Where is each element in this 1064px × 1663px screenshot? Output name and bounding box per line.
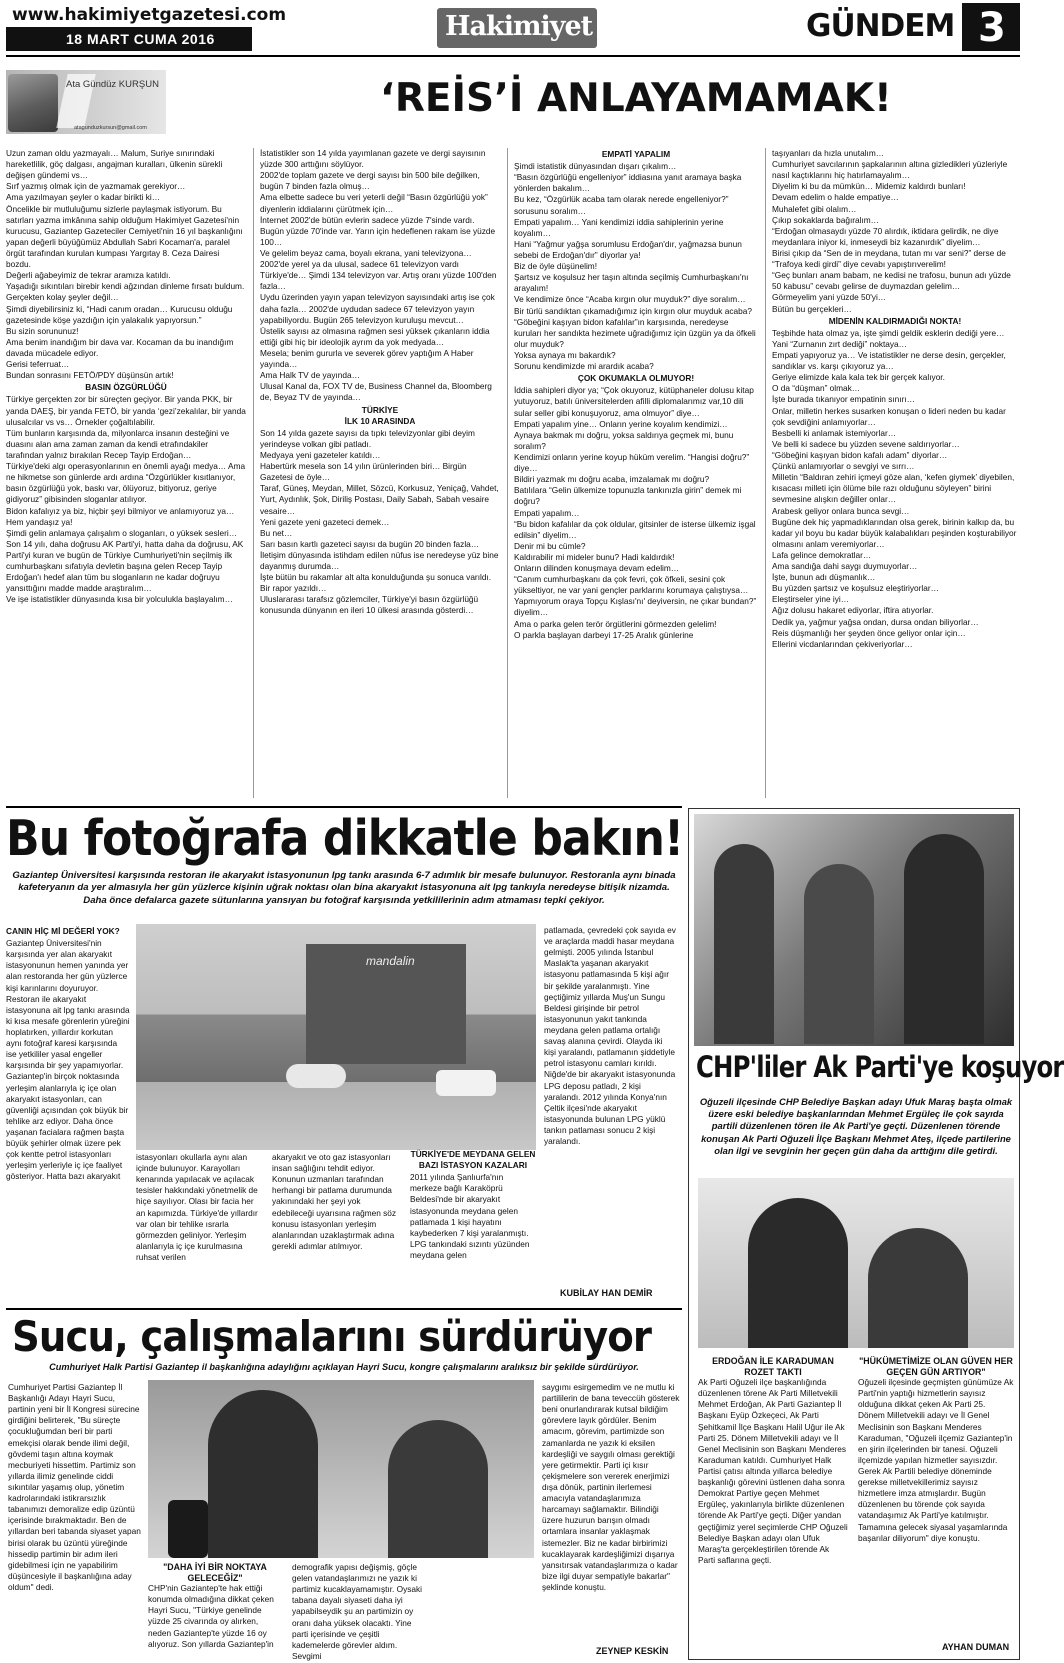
column-divider bbox=[765, 148, 766, 798]
paragraph: İşte burada tıkanıyor empatinin sınırı… bbox=[772, 394, 915, 405]
paragraph: saygımı esirgemedim ve ne mutlu ki partililerin de bana teveccüh gösterek beni onurlandırarak kutsal bildiğim görevlere layık gördüler. Benim amacım, görevim, partimizde son zamanlarda ne yazık ki eksilen kardeşliği ve saygılı olması gerektiği yere getirmektir. Parti içi kısır çekişmelere son vererek enerjimizi dışa dönük, partinin ilerlemesi amacıyla vatandaşlarımıza harcamayı sağlamaktır. Bilindiği üzere huzurun barışın olmadı ortamlara insanlar yaklaşmak istemezler. Biz ne kadar birbirimizi kucaklayarak kardeşliğimizi dışarıya yansıtırsak vatandaşlarımıza o kadar bize ilgi duyar sempatiyle bakarlar" şeklinde konuştu. bbox=[542, 1382, 680, 1592]
paragraph: Mesela; benim gururla ve severek görev yaptığım A Haber yayında… bbox=[260, 347, 474, 370]
paragraph: Birisi çıkıp da “Sen de in meydana, tutan mı var seni?” derse de “Trafoya kedi girdi” diye cevabı yapıştırıverelim! bbox=[772, 247, 1006, 270]
paragraph: Bu sizin sorununuz! bbox=[6, 325, 79, 336]
lpg-tank bbox=[286, 1064, 346, 1088]
paragraph: taşıyanları da hızla unutalım… bbox=[772, 148, 885, 158]
article-column-1 bbox=[6, 148, 246, 798]
car bbox=[436, 1070, 496, 1096]
subheading: CANIN HİÇ Mİ DEĞERİ YOK? bbox=[6, 926, 120, 936]
subheading: TÜRKİYE İLK 10 ARASINDA bbox=[344, 404, 416, 426]
politicians-photo bbox=[698, 1178, 1014, 1348]
paragraph: Uluslararası tarafsız gözlemciler, Türkiye'yi basın özgürlüğü konusunda dünyanın en ileri 10 ülkesi arasında gösterdi… bbox=[260, 594, 479, 616]
paragraph: Batılılara “Gelin ülkemize topunuzla tankınızla girin” demek mi doğru? bbox=[514, 485, 742, 507]
paragraph: İddia sahipleri diyor ya; “Çok okuyoruz, kütüphaneler dolusu kitap yutuyoruz, batılı üniversitelerden afilli diplomalarımız var,10 dili sular seller gibi konuşuyoruz, ama olmuyor” diye… bbox=[514, 385, 754, 418]
paragraph: Denir mi bu cümle? bbox=[514, 540, 586, 551]
paragraph: akaryakıt ve oto gaz istasyonları insan sağlığını tehdit ediyor. Konunun uzmanları tarafından herhangi bir patlama durumunda yakınındaki her şeyi yok edebileceği uyarısına rağmen söz konusu istasyonları yerleşim alanlarından uzaklaştırmak adına gerekli adımlar atılmıyor. bbox=[272, 1152, 397, 1251]
paragraph: Muhalefet gibi olalım… bbox=[772, 203, 857, 214]
paragraph: Ama o parka gelen terör örgütlerini görmezden gelelim! bbox=[514, 618, 717, 629]
paragraph: Aynaya bakmak mı doğru, yoksa saldırıya geçmek mi, bunu soralım? bbox=[514, 429, 734, 451]
article-column-3 bbox=[272, 1152, 398, 1302]
paragraph: Yoksa aynaya mı bakardık? bbox=[514, 349, 616, 360]
column-divider bbox=[253, 148, 254, 798]
article-column-4 bbox=[410, 1148, 536, 1306]
paragraph: Son 14 yılda gazete sayısı da tıpkı televizyonlar gibi deyim yerindeyse volkan gibi patladı. bbox=[260, 427, 475, 449]
microphone bbox=[168, 1500, 208, 1558]
paragraph: Şimdi istatistik dünyasından dışarı çıkalım… bbox=[514, 161, 677, 172]
issue-date: 18 MART CUMA 2016 bbox=[66, 31, 215, 47]
ceremony-photo bbox=[694, 814, 1014, 1046]
paragraph: Onların dilinden konuşmaya devam edelim… bbox=[514, 563, 680, 574]
subheading: MİDENİN KALDIRMADIĞI NOKTA! bbox=[828, 315, 962, 326]
paragraph: Türkiye'deki algı operasyonlarının en önemli ayağı medya… Ama ne hikmetse son günlerde ardı ardına “Özgürlükler kısıtlanıyor, basın özgürlüğü yok, baskı var, ölüyoruz, bitiyoruz, geriye gidiyoruz” gibisinden sloganlar atılıyor. bbox=[6, 461, 246, 505]
paragraph: Şartsız ve koşulsuz her taşın altında seçilmiş Cumhurbaşkanı'nı arayalım! bbox=[514, 272, 749, 294]
paragraph: Şimdi gelin anlamaya çalışalım o sloganları, o yüksek sesleri… bbox=[6, 527, 238, 538]
website-url[interactable]: www.hakimiyetgazetesi.com bbox=[12, 5, 287, 25]
paragraph: Ulusal Kanal da, FOX TV de, Business Channel da, Bloomberg de, Beyaz TV de yayında… bbox=[260, 381, 492, 403]
paragraph: Dedik ya, yağmur yağsa ondan, dursa ondan biliyorlar… bbox=[772, 616, 979, 627]
subheading: EMPATİ YAPALIM bbox=[601, 149, 671, 159]
person bbox=[904, 834, 984, 1044]
paragraph: istasyonları okullarla aynı alan içinde bulunuyor. Karayolları kenarında yapılacak ve açılacak tesisler hakkındaki yönetmelik de hiçe sayılıyor. Olası bir facia her an kapımızda. Türkiye'de yıllardır var olan bir tehlike ısrarla görmezden geliniyor. Yerleşim alanlarıyla iç içe kurulmasına ruhsat verilen bbox=[136, 1152, 258, 1262]
column-divider bbox=[507, 148, 508, 798]
paragraph: Ve gelelim beyaz cama, boyalı ekrana, yani televizyona… bbox=[260, 247, 472, 258]
paragraph: Empati yapalım… bbox=[514, 507, 580, 518]
article-column-2 bbox=[148, 1562, 282, 1660]
paragraph: Ama yazılmayan şeyler o kadar birikti ki… bbox=[6, 192, 161, 203]
person bbox=[388, 1420, 488, 1558]
paragraph: Kaldırabilir mi mideler bunu? Hadi kaldırdık! bbox=[514, 551, 675, 562]
person bbox=[804, 864, 874, 1044]
paragraph: Gerisi teferruat… bbox=[6, 359, 70, 370]
paragraph: Sarı basın kartlı gazeteci sayısı da bugün 20 binden fazla… bbox=[260, 538, 480, 549]
paragraph: Lafa gelince demokratlar… bbox=[772, 549, 872, 560]
article-intro: Gaziantep Üniversitesi karşısında restoran ile akaryakıt istasyonunun lpg tankı arasında 6-7 adımlık bir mesafe bulunuyor. Restoranla aynı binada kafeteryanın da yer almasıyla her gün yüzlerce kişinin uğrak noktası olan bina akaryakıt istasyonuna ait lpg tankıyla neredeyse bitişik nizamda. Daha önce defalarca gazete sütunlarına yansıyan bu fotoğraf karşısında yetkililerinin adım atmaması tepki çekiyor. bbox=[12, 870, 676, 906]
byline: ZEYNEP KESKİN bbox=[596, 1646, 669, 1656]
subheading: "HÜKÜMETİMİZE OLAN GÜVEN HER GEÇEN GÜN ARTIYOR" bbox=[859, 1356, 1013, 1377]
columnist-name: Ata Gündüz KURŞUN bbox=[66, 79, 159, 90]
paragraph: İşte, bunun adı düşmanlık… bbox=[772, 572, 876, 583]
paragraph: Değerli ağabeyimiz de tekrar aramıza katıldı. bbox=[6, 270, 171, 281]
paragraph: “Erdoğan olmasaydı yüzde 70 alırdık, iktidara gelirdik, ne diye meydanlara iniyor ki, inmeseydi biz kazanırdık” diyelim… bbox=[772, 225, 999, 247]
paragraph: Kendimizi onların yerine koyup hüküm verelim. “Hangisi doğru?” diye… bbox=[514, 451, 750, 474]
hayri-sucu-photo bbox=[148, 1380, 534, 1558]
paragraph: Besbelli ki anlamak istemiyorlar… bbox=[772, 427, 897, 438]
section-name: GÜNDEM bbox=[806, 8, 955, 44]
sucu-article bbox=[0, 1312, 688, 1663]
masthead-rule bbox=[6, 55, 1020, 57]
person bbox=[748, 1198, 848, 1348]
person bbox=[714, 844, 774, 1044]
gas-station-photo bbox=[136, 924, 536, 1150]
paragraph: Biz de öyle düşünelim! bbox=[514, 261, 598, 272]
page-number: 3 bbox=[978, 5, 1006, 51]
paragraph: Tüm bunların karşısında da, milyonlarca insanın desteğini ve duasını alan ama zaman zaman da kendi etrafındakiler tarafından yalnız bırakılan Recep Tayip Erdoğan… bbox=[6, 427, 230, 460]
subheading: TÜRKİYE'DE MEYDANA GELEN BAZI İSTASYON KAZALARI bbox=[410, 1149, 536, 1171]
byline: KUBİLAY HAN DEMİR bbox=[560, 1288, 653, 1298]
paragraph: Uydu üzerinden yayın yapan televizyon sayısındaki artış ise çok daha fazla… 2002'de uydudan sadece 67 televizyon yayın yapabiliyordu. Bugün 265 televizyon kuruluşu mevcut… bbox=[260, 292, 495, 325]
paragraph: Bir türlü sandıktan çıkamadığımız için kırgın olur muyduk acaba? bbox=[514, 305, 752, 316]
paragraph: 2011 yılında Şanlıurfa'nın merkeze bağlı Karaköprü Beldesi'nde bir akaryakıt istasyonunda meydana gelen patlamada 1 kişi hayatını kaybederken 7 kişi yaralanmıştı. LPG tankındaki sızıntı yüzünden meydana gelen bbox=[410, 1172, 530, 1260]
article-column-1 bbox=[6, 925, 130, 1305]
paragraph: Cumhuriyet Partisi Gaziantep İl Başkanlığı Adayı Hayri Sucu, partinin yeni bir İl Kongresi sürecine girdiğini belirterek, "Bu süreçte çocukluğumdan beri bir parti emekçisi olarak bende ilimi değil, gövdemi taşın altına koymak mecburiyeti hissettim. Partimiz son yıllarda ilimiz genelinde ciddi sıkıntılar yaşamış olup, yönetim kadrolarındaki istikrarsızlık tabanımızı demoralize edip üzüntü içerisinde bırakmaktadır. Ben de yıllardan beri tabanda siyaset yapan birisi olarak bu üzüntü yüreğinde hissedip partimin bir adım ileri gidebilmesi için ne yapabilirim düşüncesiyle il başkanlığına aday oldum" dedi. bbox=[8, 1382, 141, 1592]
paragraph: Gaziantep Üniversitesi'nin karşısında yer alan akaryakıt istasyonunun hemen yanında yer alan restoranda her gün yüzlerce kişi karınlarını doyuruyor. Restoran ile akaryakıt istasyonuna ait lpg tankı arasında ki kısa mesafe görenlerin yüreğini hoplatırken, yıllardır korkutan aynı fotoğraf karesi karşısında ise yetkililer yasal engeller karşısında bir şey yapamıyorlar. Gaziantep'in birçok noktasında yerleşim alanlarıyla iç içe olan akaryakıt istasyonları, can güvenliği açısından çok büyük bir tehlike arz ediyor. Daha önce yaşanan facialara rağmen başta büyük şehirler olmak üzere pek çok kentte petrol istasyonları yerleşim yerleriyle iç içe faaliyet gösteriyor. Hatta bazı akaryakıt bbox=[6, 938, 130, 1182]
paragraph: Empati yapıyoruz ya… Ve istatistikler ne derse desin, gerçekler, sandıklar vs. karşı çıkıyoruz ya… bbox=[772, 349, 1006, 372]
article-intro: Cumhuriyet Halk Partisi Gaziantep il başkanlığına adaylığını açıklayan Hayri Sucu, kongre çalışmalarını aralıksız bir şekilde sürdürüyor. bbox=[49, 1362, 639, 1372]
article-headline: Sucu, çalışmalarını sürdürüyor bbox=[12, 1312, 651, 1361]
paragraph: Teşbihde hata olmaz ya, işte şimdi geldik esklerin dediği yere… Yani “Zurnanın zırt dediği” noktaya… bbox=[772, 327, 1005, 349]
article-column-4 bbox=[772, 148, 1018, 798]
paragraph: “Bu bidon kafalılar da çok oldular, gitsinler de isterse ülkemiz işgal edilsin” diyelim… bbox=[514, 518, 756, 540]
paragraph: 2002'de toplam gazete ve dergi sayısı bin 500 bile değilken, bugün 7 binden fazla olmuş… bbox=[260, 170, 480, 192]
paragraph: Cumhuriyet savcılarının şapkalarının altına gizledikleri yüzleriyle nasıl kaçtıklarını hiç hatırlamayalım… bbox=[772, 159, 1008, 181]
paragraph: Empati yapalım yine… Onların yerine koyalım kendimizi… bbox=[514, 418, 728, 429]
paragraph: Ama Halk TV de yayında… bbox=[260, 370, 360, 381]
paragraph: İletişim dünyasında istihdam edilen nüfus ise neredeyse yüz bine dayanmış durumda… bbox=[260, 549, 499, 572]
paragraph: İşte bütün bu rakamlar alt alta konulduğunda şu sonuca varıldı. bbox=[260, 572, 492, 583]
person bbox=[868, 1228, 968, 1348]
article-headline: ‘REİS’İ ANLAYAMAMAK! bbox=[380, 76, 892, 121]
paragraph: Eleştirseler yine iyi… bbox=[772, 594, 849, 605]
paragraph: İnternet 2002'de bütün evlerin sadece yüzde 7'sinde vardı. Bugün yüzde 70'inde var. Yarın için hedeflenen rakam ise yüzde 100… bbox=[260, 214, 496, 247]
paragraph: Empati yapalım… Yani kendimizi iddia sahiplerinin yerine koyalım… bbox=[514, 216, 724, 238]
paragraph: Üstelik sayısı az olmasına rağmen sesi yüksek çıkanların iddia ettiği gibi hiç bir ideolojik ayrım da yok medyada… bbox=[260, 325, 490, 347]
article-intro: Oğuzeli ilçesinde CHP Belediye Başkan adayı Ufuk Maraş başta olmak üzere eski belediye başkanlarından Mehmet Ergüleç ile çok sayıda partili düzenlenen tören ile Ak Parti'ye geçti. Düzenlenen törende konuşan Ak Parti Oğuzeli İlçe Başkanı Mehmet Ateş, ilçede partilerine olan ilgi ve sevginin her geçen gün daha da arttığını dile getirdi. bbox=[699, 1096, 1013, 1156]
paragraph: “Basın özgürlüğü engelleniyor” iddiasına yanıt aramaya başka yönlerden bakalım… bbox=[514, 172, 742, 194]
article-headline: CHP'liler Ak Parti'ye koşuyor bbox=[696, 1050, 1064, 1084]
article-column-1 bbox=[698, 1356, 848, 1656]
paragraph: Milletin “Baldıran zehiri içmeyi göze alan, ‘kefen giymek’ diyebilen, kısacası milleti için ölüme bile razı olduğunu söyleyen” birini sevmesine alışkın değiller onlar… bbox=[772, 472, 1015, 505]
article-column-5 bbox=[544, 925, 676, 1285]
paragraph: Yaşadığı sıkıntıları birebir kendi ağzından dinleme fırsatı buldum. Gerçekten kolay şeyler değil… bbox=[6, 281, 245, 303]
paragraph: Yeni gazete yeni gazeteci demek… bbox=[260, 516, 390, 527]
paragraph: Bu kez, “Özgürlük acaba tam olarak nerede engelleniyor?” sorusunu soralım… bbox=[514, 194, 729, 216]
paragraph: Çünkü anlamıyorlar o sevgiyi ve sırrı… bbox=[772, 461, 915, 472]
paragraph: Onlar, milletin herkes susarken konuşan o lideri neden bu kadar çok sevdiğini anlamıyorlar… bbox=[772, 405, 1006, 427]
paragraph: Ve işe istatistikler dünyasında kısa bir yolculukla başlayalım… bbox=[6, 594, 233, 605]
paragraph: Bidon kafalıyız ya biz, hiçbir şeyi bilmiyor ve anlamıyoruz ya… Hem yandaşız ya! bbox=[6, 505, 235, 527]
paragraph: Habertürk mesela son 14 yılın ürünlerinden biri… Birgün Gazetesi de öyle… bbox=[260, 461, 467, 483]
paragraph: patlamada, çevredeki çok sayıda ev ve araçlarda maddi hasar meydana gelmişti. 2005 yılında İstanbul Maslak'ta yaşanan akaryakıt istasyonu patlamasında 5 kişi ağır bir şekilde yaralanmıştı. Yine geçtiğimiz yıllarda Muş'un Sungu Beldesi girişinde bir petrol istasyonunun yakıt tankında meydana gelen patlama ortalığı savaş alanına çevirdi. Olayda iki kişi yaralandı, patlamanın şiddetiyle petrol istasyonu camları kırıldı. Niğde'de bir akaryakıt istasyonunda LPG deposu patladı, 2 kişi yaralandı. 2012 yılında Konya'nın Çeltik ilçesi'nde akaryakıt istasyonunda bulunan LPG yüklü tankın patlaması sonucu 2 kişi yaralandı. bbox=[544, 925, 676, 1147]
paragraph: Uzun zaman oldu yazmayalı… Malum, Suriye sınırındaki hareketlilik, göç dalgası, angajman kuralları, ülkenin sürekli değişen gündemi vs… bbox=[6, 148, 223, 181]
paragraph: Sırf yazmış olmak için de yazmamak gerekiyor… bbox=[6, 181, 186, 192]
subheading: "DAHA İYİ BİR NOKTAYA GELECEĞİZ" bbox=[163, 1562, 267, 1583]
subheading: ERDOĞAN İLE KARADUMAN ROZET TAKTI bbox=[712, 1356, 834, 1377]
paragraph: Ve kendimize önce “Acaba kırgın olur muyduk?” diye soralım… bbox=[514, 294, 746, 305]
paragraph: demografik yapısı değişmiş, göçle gelen vatandaşlarımızı ne yazık ki partimiz kucaklayamamıştır. Oysaki tabana dayalı siyaseti daha iyi yapabilseydik şu an partimizin oy oranı daha yüksek olacaktı. Yine parti içerisinde ve çeşitli kademelerde görevler aldım. Sevgimi bbox=[292, 1562, 423, 1661]
paragraph: “Göbeğini kaşıyan bidon kafalı adam” diyorlar… bbox=[772, 449, 948, 460]
paragraph: Ama sandığa dahi saygı duymuyorlar… bbox=[772, 561, 918, 572]
paragraph: İstatistikler son 14 yılda yayımlanan gazete ve dergi sayısının yüzde 300 arttığını söylüyor. bbox=[260, 148, 486, 170]
section-rule bbox=[6, 1308, 682, 1310]
paragraph: Diyelim ki bu da mümkün… Midemiz kaldırdı bunları! bbox=[772, 181, 966, 192]
paragraph: Sorunu kendimizde mi arardık acaba? bbox=[514, 361, 654, 372]
article-column-2 bbox=[136, 1152, 262, 1302]
restaurant-sign: mandalin bbox=[366, 954, 415, 968]
paragraph: Reis düşmanlığı her şeyden önce geliyor onlar için… bbox=[772, 627, 966, 638]
paragraph: Arabesk geliyor onlara bunca sevgi… bbox=[772, 505, 910, 516]
article-column-3 bbox=[514, 148, 758, 798]
paragraph: Bu yüzden şartsız ve koşulsuz eleştiriyorlar… bbox=[772, 583, 939, 594]
page-number-box bbox=[962, 3, 1020, 51]
paragraph: Son 14 yılı, daha doğrusu AK Parti'yi, hatta daha da doğrusu, AK Parti'yi kuran ve bugün de Türkiye Cumhuriyeti'nin seçilmiş ilk cumhurbaşkanı sıfatıyla devletin başına gelen Recep Tayip Erdoğan'ı hedef alan tüm bu sloganların ne kadar doğruyu yansıttığını madde madde araştıralım… bbox=[6, 538, 244, 594]
paragraph: Ama benim inandığım bir dava var. Kocaman da bu inandığım davada mücadele ediyor. bbox=[6, 336, 234, 358]
paragraph: “Göbeğini kaşıyan bidon kafalılar”ın karşısında, neredeyse kuruları her sandıkta hezimete uğradığımız için üzgün ya da öfkeli olur muyduk? bbox=[514, 316, 756, 349]
paragraph: Ama elbette sadece bu veri yeterli değil “Basın özgürlüğü yok” diyenlerin iddialarını çürütmek için… bbox=[260, 192, 488, 214]
person bbox=[208, 1390, 318, 1558]
paragraph: Bu net… bbox=[260, 527, 293, 538]
subheading: BASIN ÖZGÜRLÜĞÜ bbox=[85, 382, 167, 393]
paragraph: Hani “Yağmur yağşa sorumlusu Erdoğan'dır, yağmazsa bunun sebebi de Erdoğan'dır” diyorlar ya! bbox=[514, 238, 742, 260]
article-column-1 bbox=[8, 1382, 142, 1660]
article-column-4 bbox=[542, 1382, 680, 1648]
paragraph: Ve belli ki sadece bu yüzden sevene saldırıyorlar… bbox=[772, 438, 960, 449]
paragraph: O da “düşman” olmak… bbox=[772, 383, 861, 394]
paragraph: Türkiye gerçekten zor bir süreçten geçiyor. Bir yanda PKK, bir yanda DAEŞ, bir yanda FETÖ, bir yanda ‘gezi’zekalılar, bir yanda ulusalcılar vs vs… Örnekler çoğaltılabilir. bbox=[6, 394, 246, 427]
byline: AYHAN DUMAN bbox=[942, 1642, 1010, 1652]
newspaper-logo bbox=[437, 8, 597, 48]
article-column-2 bbox=[260, 148, 500, 798]
article-headline: Bu fotoğrafa dikkatle bakın! bbox=[6, 810, 684, 867]
lpg-article bbox=[0, 808, 688, 1308]
paragraph: Çıkıp sokaklarda bağıralım… bbox=[772, 214, 879, 225]
paragraph: “Canım cumhurbaşkanı da çok fevri, çok öfkeli, sesini çok yükseltiyor, ne var yani gençler parklarını korumaya çalıştıysa… Yapmıyorum oraya Topçu Kışlası'nı' deyiversin, ne çıkar bundan?” diyelim… bbox=[514, 574, 757, 618]
opinion-article bbox=[0, 62, 1024, 802]
article-column-3 bbox=[292, 1562, 424, 1660]
col1-paragraphs bbox=[6, 148, 246, 381]
paragraph: Bildiri yazmak mı doğru acaba, imzalamak mı doğru? bbox=[514, 474, 710, 485]
paragraph: Ak Parti Oğuzeli ilçe başkanlığında düzenlenen törene Ak Parti Milletvekili Mehmet Erdoğan, Ak Parti Gaziantep İl Başkanı Eyüp Özkeçeci, Ak Parti Şehitkamil İlçe Başkanı Halil Uğur ile Ak Parti 25. Dönem Milletvekili adayı ve İl Genel Meclisinin son Başkanı Menderes Karaduman katıldı. Cumhuriyet Halk Partisi çatısı altında yıllarca belediye başkanlığı görevini üstlenen daha sonra Demokrat Partiye geçen Mehmet Ergüleç, yakınlarıyla birlikte düzenlenen törende Ak Parti'ye geçti. Diğer yandan geçtiğimiz yerel seçimlerde CHP Oğuzeli Belediye Başkan adayı olan Ufuk Maraş'ta gerçekleştirilen törende Ak Parti saflarına geçti. bbox=[698, 1377, 848, 1565]
paragraph: Geriye elimizde kala kala tek bir gerçek kalıyor. bbox=[772, 372, 945, 383]
masthead bbox=[0, 0, 1024, 56]
paragraph: O parkla başlayan darbeyi 17-25 Aralık günlerine bbox=[514, 629, 694, 640]
paragraph: Şimdi diyebilirsiniz ki, “Hadi canım oradan… Kurucusu olduğu gazetesinde köşe yazdığın için yalakalık yapıyorsun.” bbox=[6, 303, 233, 325]
paragraph: “Geç bunları anam babam, ne kedisi ne trafosu, bunun adı yüzde 50 kabusu” cevabı gelirse de duymazdan gelelim… bbox=[772, 270, 1011, 292]
paragraph: Ellerini vicdanlarından çekiveriyorlar… bbox=[772, 638, 913, 649]
paragraph: Bütün bu gerçekleri… bbox=[772, 303, 852, 314]
paragraph: Medyaya yeni gazeteler katıldı… bbox=[260, 449, 381, 460]
chp-ak-parti-article bbox=[688, 808, 1064, 1663]
subheading: ÇOK OKUMAKLA OLMUYOR! bbox=[577, 373, 695, 384]
article-column-2 bbox=[858, 1356, 1014, 1638]
paragraph: Bir rapor yazıldı… bbox=[260, 583, 327, 594]
paragraph: Oğuzeli ilçesinde geçmişten günümüze Ak Parti'nin yaptığı hizmetlerin sayısız olduğuna dikkat çeken Ak Parti 25. Dönem Milletvekili adayı ve İl Genel Meclisinin son Başkanı Menderes Karaduman, "Oğuzeli ilçemiz Gaziantep'in en şirin ilçelerinden bir tanesi. Oğuzeli ilçemizde yapılan hizmetler sayısızdır. Gerek Ak Partili belediye döneminde gerekse milletvekillerimiz sayısız hizmetlere imza atmışlardır. Bugün düzenlenen bu törende çok sayıda vatandaşımız Ak Parti'ye katılmıştır. Tamamına gelecek siyasal yaşamlarında başarılar diliyorum" diye konuştu. bbox=[858, 1377, 1014, 1543]
paragraph: CHP'nin Gaziantep'te hak ettiği konumda olmadığına dikkat çeken Hayri Sucu, "Türkiye genelinde yüzde 25 civarında oy alırken, neden Gaziantep'te yüzde 16 oy alıyoruz. Son yıllarda Gaziantep'in bbox=[148, 1583, 274, 1649]
logo-text: Hakimiyet bbox=[445, 11, 593, 42]
paragraph: 2002'de yerel ya da ulusal, sadece 61 televizyon vardı Türkiye'de… Şimdi 134 televizyon var. Artış oranı yüzde 100'den fazla… bbox=[260, 259, 497, 292]
paragraph: Bundan sonrasını FETÖ/PDY düşünsün artık! bbox=[6, 370, 174, 381]
paragraph: Ağız dolusu hakaret ediyorlar, iftira atıyorlar. bbox=[772, 605, 934, 616]
paragraph: Taraf, Güneş, Meydan, Millet, Sözcü, Korkusuz, Yeniçağ, Vahdet, Yurt, Aydınlık, Şok, Diriliş Postası, Daily Sabah, Sabah vesaire vesaire… bbox=[260, 483, 499, 516]
columnist-banner bbox=[6, 70, 166, 134]
columnist-photo bbox=[8, 74, 58, 132]
paragraph: Devam edelim o halde empatiye… bbox=[772, 192, 899, 203]
paragraph: Bugüne dek hiç yapmadıklarından olsa gerek, birinin kalkıp da, bu kadar yıl boyu bu kadar büyük kalabalıkları peşinden koşturabiliyor olmasını anlam veremiyorlar… bbox=[772, 516, 1017, 549]
paragraph: Öncelikle bir mutluluğumu sizlerle paylaşmak istiyorum. Bu satırları yazma imkânına sahip olduğum Hakimiyet Gazetesi'nin kurucusu, Gaziantep Gazeteciler Cemiyeti'nin 16 yıl başkanlığını yapan değerli büyüğümüz Abdullah Sabri Kocaman'a, paralel örgüt tarafından kurulan kumpası Yargıtay 8. Ceza Dairesi bozdu. bbox=[6, 203, 243, 270]
columnist-email[interactable]: atagunduzkursun@gmail.com bbox=[74, 125, 147, 131]
paragraph: Görmeyelim yani yüzde 50'yi… bbox=[772, 292, 887, 303]
date-bar bbox=[6, 27, 252, 51]
